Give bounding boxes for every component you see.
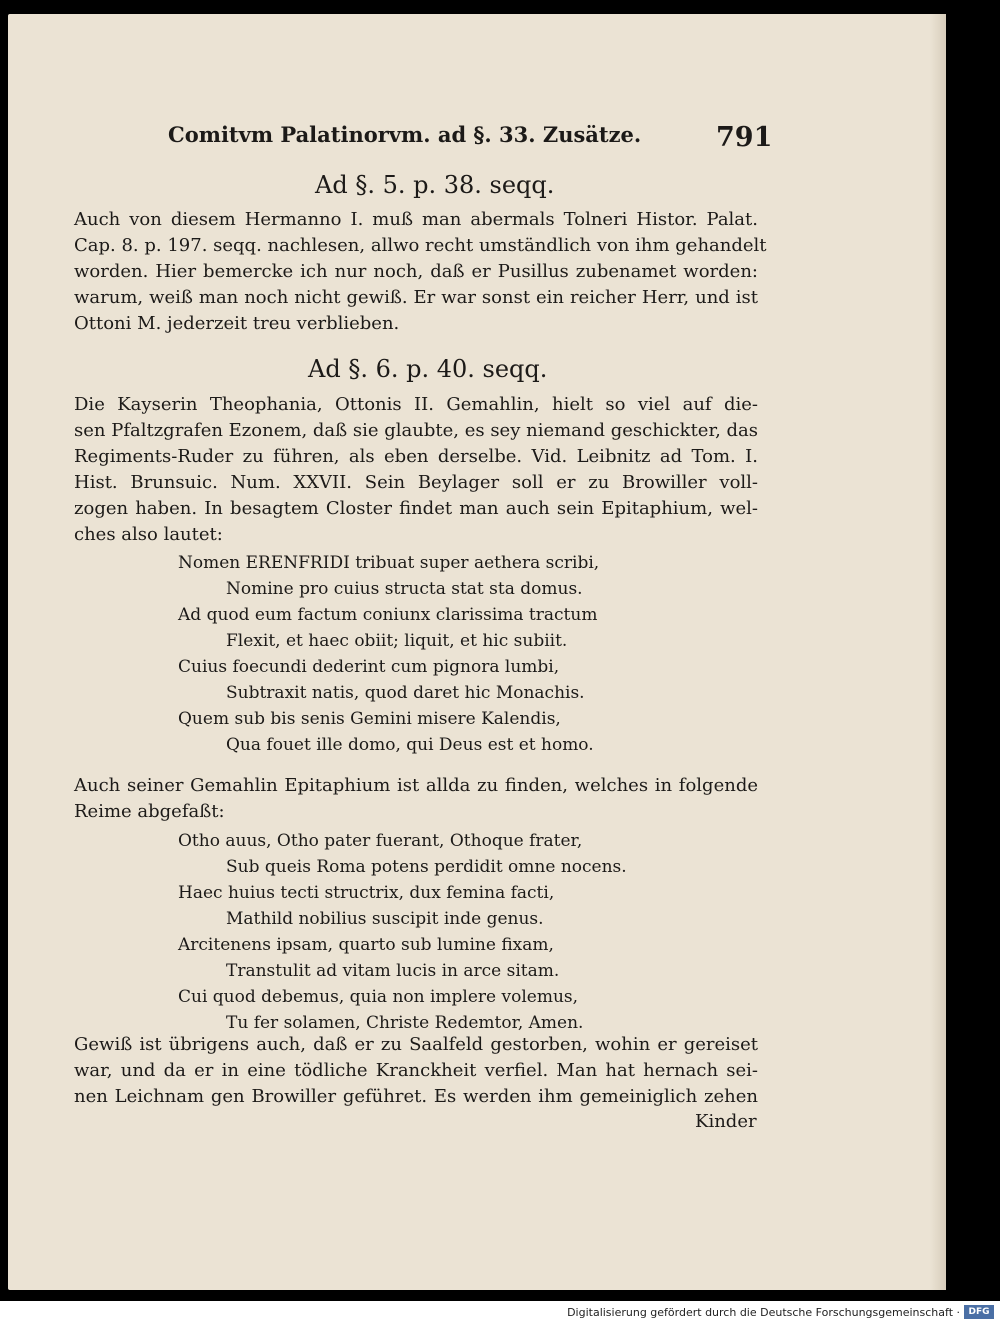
book-page (8, 14, 946, 1290)
verse-line: Nomine pro cuius structa stat sta domus. (226, 579, 583, 599)
paragraph (74, 1032, 758, 1110)
text-line: Regiments-Ruder zu führen, als eben derselbe. Vid. Leibnitz ad Tom. I. (74, 446, 758, 467)
text-line: Auch von diesem Hermanno I. muß man abermals Tolneri Histor. Palat. (74, 209, 758, 230)
text-line: sen Pfaltzgrafen Ezonem, daß sie glaubte, es sey niemand geschickter, das (74, 420, 759, 441)
verse-line: Cui quod debemus, quia non implere volemus, (178, 987, 579, 1007)
dfg-logo: DFG (964, 1305, 994, 1319)
section-heading: Ad §. 5. p. 38. seqq. (315, 171, 555, 199)
verse-line: Nomen ERENFRIDI tribuat super aethera scribi, (178, 553, 600, 573)
text-line: Reime abgefaßt: (74, 801, 225, 822)
text-line: Auch seiner Gemahlin Epitaphium ist allda zu finden, welches in folgende (74, 775, 758, 796)
text-line: Cap. 8. p. 197. seqq. nachlesen, allwo recht umständlich von ihm gehandelt (74, 235, 767, 256)
verse-line: Haec huius tecti structrix, dux femina facti, (178, 883, 555, 903)
text-line: Ottoni M. jederzeit treu verblieben. (74, 313, 400, 334)
verse-line: Cuius foecundi dederint cum pignora lumbi, (178, 657, 560, 677)
text-line: war, und da er in eine tödliche Kranckheit verfiel. Man hat hernach sei- (74, 1060, 758, 1081)
text-line: zogen haben. In besagtem Closter findet man auch sein Epitaphium, wel- (74, 498, 758, 519)
paragraph (74, 207, 767, 337)
verse-line: Transtulit ad vitam lucis in arce sitam. (226, 961, 560, 981)
verse-line: Ad quod eum factum coniunx clarissima tractum (178, 605, 598, 625)
epitaph-verse (178, 550, 599, 758)
paragraph (74, 392, 758, 548)
paragraph (74, 773, 758, 825)
verse-line: Arcitenens ipsam, quarto sub lumine fixam, (178, 935, 554, 955)
epitaph-verse (178, 828, 627, 1036)
section-heading: Ad §. 6. p. 40. seqq. (308, 355, 548, 383)
digitization-footer (0, 1301, 1000, 1323)
catchword: Kinder (695, 1111, 757, 1132)
verse-line: Otho auus, Otho pater fuerant, Othoque frater, (178, 831, 583, 851)
verse-line: Qua fouet ille domo, qui Deus est et homo. (226, 735, 594, 755)
text-line: worden. Hier bemercke ich nur noch, daß er Pusillus zubenamet worden: (74, 261, 758, 282)
verse-line: Sub queis Roma potens perdidit omne nocens. (226, 857, 627, 877)
text-line: Gewiß ist übrigens auch, daß er zu Saalfeld gestorben, wohin er gereiset (74, 1034, 758, 1055)
footer-credit: Digitalisierung gefördert durch die Deutsche Forschungsgemeinschaft · (567, 1306, 960, 1319)
verse-line: Mathild nobilius suscipit inde genus. (226, 909, 544, 929)
verse-line: Flexit, et haec obiit; liquit, et hic subiit. (226, 631, 568, 651)
text-line: Hist. Brunsuic. Num. XXVII. Sein Beylager soll er zu Browiller voll- (74, 472, 758, 493)
page-number: 791 (716, 122, 773, 153)
text-line: nen Leichnam gen Browiller geführet. Es werden ihm gemeiniglich zehen (74, 1086, 758, 1107)
text-line: warum, weiß man noch nicht gewiß. Er war sonst ein reicher Herr, und ist (74, 287, 758, 308)
text-line: ches also lautet: (74, 524, 223, 545)
verse-line: Quem sub bis senis Gemini misere Kalendis, (178, 709, 561, 729)
verse-line: Tu fer solamen, Christe Redemtor, Amen. (226, 1013, 584, 1033)
running-head: Comitvm Palatinorvm. ad §. 33. Zusätze. (168, 122, 642, 147)
verse-line: Subtraxit natis, quod daret hic Monachis. (226, 683, 585, 703)
page-gutter-shadow (930, 14, 946, 1290)
text-line: Die Kayserin Theophania, Ottonis II. Gemahlin, hielt so viel auf die- (74, 394, 758, 415)
